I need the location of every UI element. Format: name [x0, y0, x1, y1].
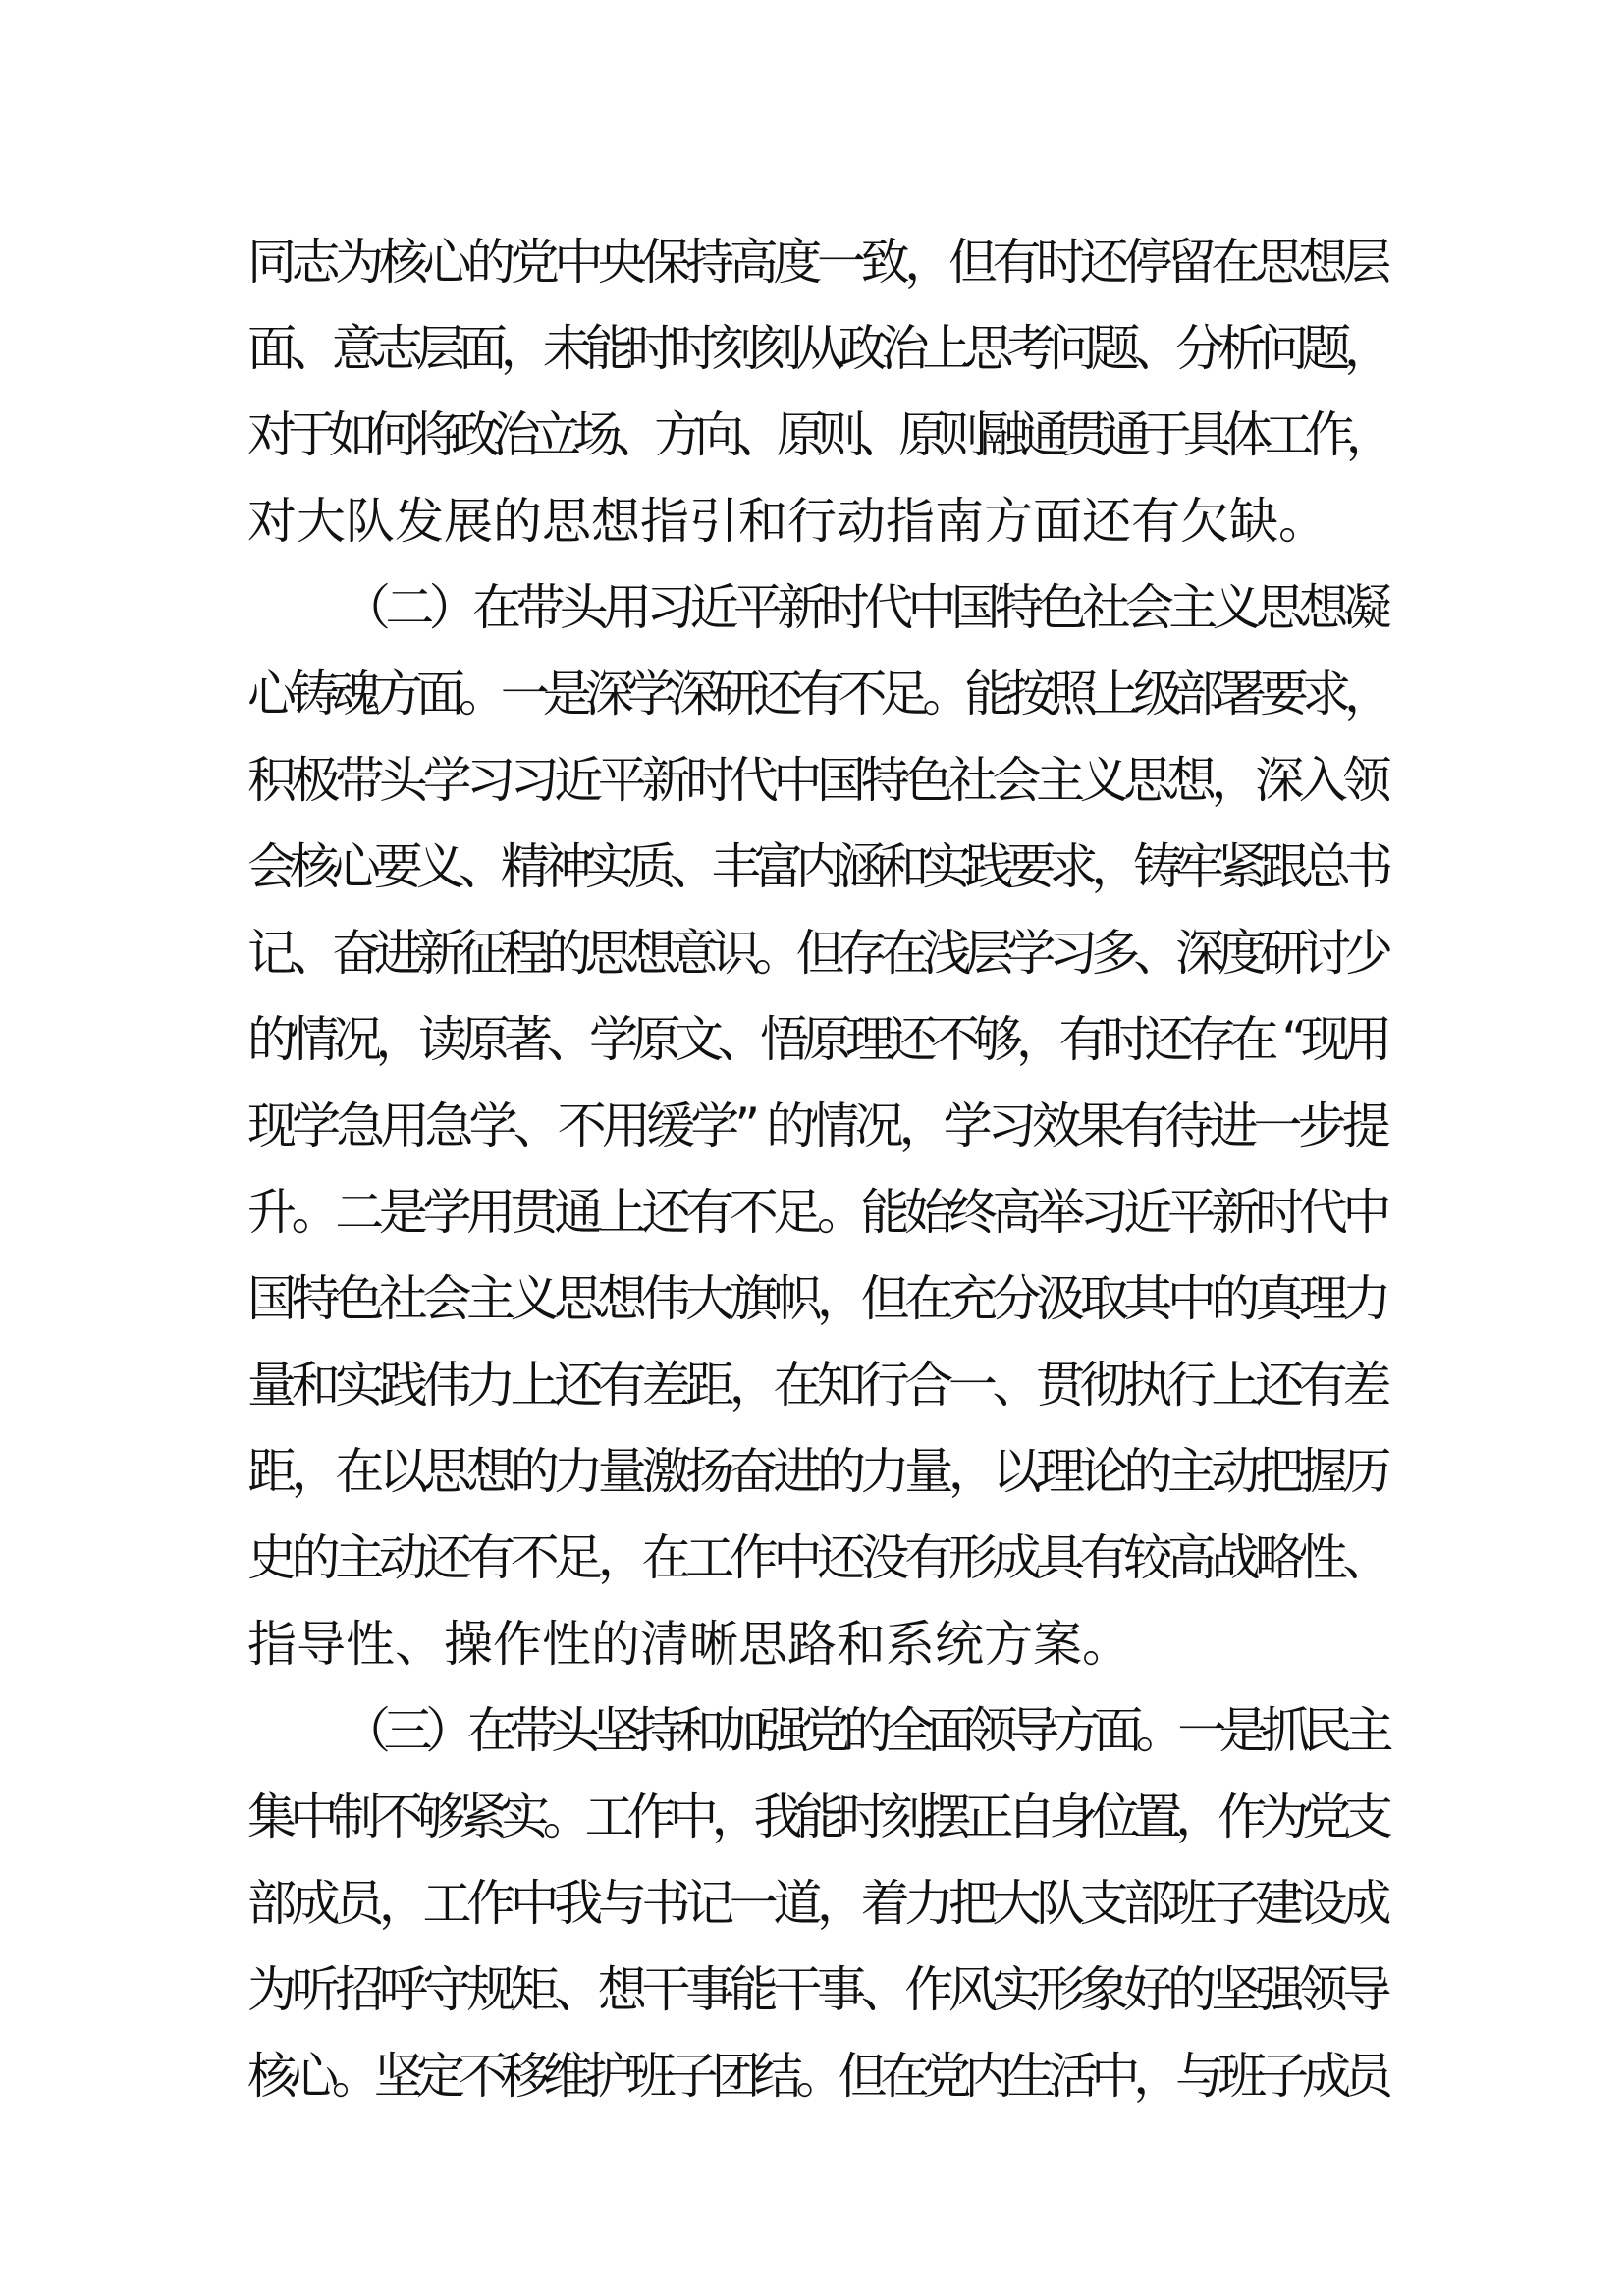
paragraph-heading-line: （三）在带头坚持和加强党的全面领导方面。一是抓民主: [342, 1702, 1386, 1759]
text-line: 面、意志层面，未能时时刻刻从政治上思考问题、分析问题，: [247, 320, 1386, 377]
text-line: 对大队发展的思想指引和行动指南方面还有欠缺。: [247, 493, 1327, 550]
text-line: 指导性、操作性的清晰思路和系统方案。: [247, 1616, 1131, 1673]
text-line: 积极带头学习习近平新时代中国特色社会主义思想，深入领: [247, 752, 1386, 809]
text-line: 心铸魂方面。一是深学深研还有不足。能按照上级部署要求，: [247, 666, 1386, 722]
text-line: 部成员，工作中我与书记一道，着力把大队支部班子建设成: [247, 1875, 1386, 1932]
text-line: 距，在以思想的力量激扬奋进的力量，以理论的主动把握历: [247, 1443, 1386, 1500]
text-line: 国特色社会主义思想伟大旗帜，但在充分汲取其中的真理力: [247, 1270, 1386, 1327]
text-line: 集中制不够紧实。工作中，我能时刻摆正自身位置，作为党支: [247, 1789, 1386, 1845]
text-line: 为听招呼守规矩、想干事能干事、作风实形象好的坚强领导: [247, 1961, 1386, 2018]
text-line: 同志为核心的党中央保持高度一致，但有时还停留在思想层: [247, 234, 1386, 291]
paragraph-heading-line: （二）在带头用习近平新时代中国特色社会主义思想凝: [342, 579, 1386, 636]
text-line: 史的主动还有不足，在工作中还没有形成具有较高战略性、: [247, 1529, 1386, 1586]
text-line: 核心。坚定不移维护班子团结。但在党内生活中，与班子成员: [247, 2048, 1386, 2105]
text-line: 量和实践伟力上还有差距，在知行合一、贯彻执行上还有差: [247, 1357, 1386, 1414]
text-line: 的情况，读原著、学原文、悟原理还不够，有时还存在 “现用: [247, 1011, 1386, 1068]
text-line: 记、奋进新征程的思想意识。但存在浅层学习多、深度研讨少: [247, 925, 1386, 982]
text-line: 升。二是学用贯通上还有不足。能始终高举习近平新时代中: [247, 1184, 1386, 1241]
text-line: 现学急用急学、不用缓学” 的情况，学习效果有待进一步提: [247, 1097, 1386, 1154]
text-line: 对于如何将政治立场、方向、原则、原则融通贯通于具体工作，: [247, 406, 1386, 463]
text-line: 会核心要义、精神实质、丰富内涵和实践要求，铸牢紧跟总书: [247, 838, 1386, 895]
